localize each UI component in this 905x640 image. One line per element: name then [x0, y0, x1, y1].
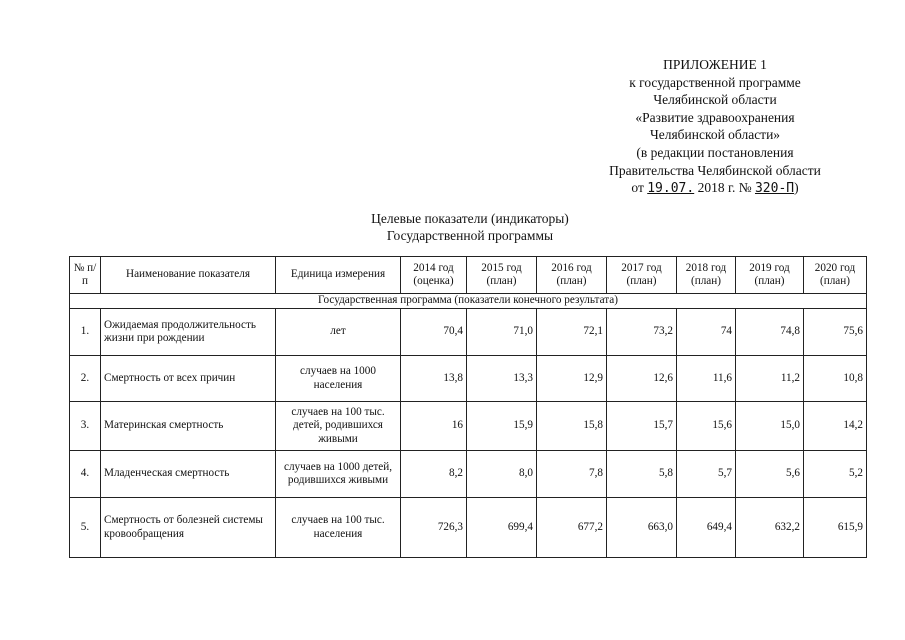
- value-2019: 632,2: [736, 498, 804, 558]
- row-num: 3.: [70, 402, 101, 451]
- value-2014: 13,8: [401, 356, 467, 402]
- value-2015: 8,0: [467, 451, 537, 498]
- appendix-line: Правительства Челябинской области: [609, 162, 821, 178]
- resolution-date-line: от 19.07. 2018 г. № 320-П): [631, 180, 799, 197]
- value-2015: 699,4: [467, 498, 537, 558]
- appendix-line: Челябинской области»: [649, 127, 781, 143]
- value-2017: 12,6: [607, 356, 677, 402]
- row-name: Смертность от болезней системы кровообращения: [101, 498, 276, 558]
- header-2019: 2019 год (план): [736, 257, 804, 294]
- document-title: [300, 210, 640, 244]
- row-num: 2.: [70, 356, 101, 402]
- appendix-line: к государственной программе: [629, 74, 801, 90]
- value-2020: 10,8: [804, 356, 867, 402]
- value-2019: 15,0: [736, 402, 804, 451]
- appendix-header: [560, 56, 870, 198]
- value-2015: 71,0: [467, 309, 537, 356]
- table-row: [70, 498, 867, 558]
- value-2015: 15,9: [467, 402, 537, 451]
- appendix-line: Челябинской области: [653, 92, 777, 108]
- value-2016: 7,8: [537, 451, 607, 498]
- value-2014: 16: [401, 402, 467, 451]
- header-name: Наименование показателя: [101, 257, 276, 294]
- section-row: [70, 294, 867, 309]
- header-2015: 2015 год (план): [467, 257, 537, 294]
- row-name: Смертность от всех причин: [101, 356, 276, 402]
- value-2017: 73,2: [607, 309, 677, 356]
- value-2014: 726,3: [401, 498, 467, 558]
- header-unit: Единица измерения: [276, 257, 401, 294]
- value-2018: 11,6: [677, 356, 736, 402]
- value-2016: 12,9: [537, 356, 607, 402]
- row-num: 5.: [70, 498, 101, 558]
- value-2017: 5,8: [607, 451, 677, 498]
- resolution-date: 19.07.: [647, 181, 695, 197]
- value-2020: 75,6: [804, 309, 867, 356]
- header-2014: 2014 год (оценка): [401, 257, 467, 294]
- header-num: № п/п: [70, 257, 101, 294]
- indicators-table: [69, 256, 867, 558]
- value-2015: 13,3: [467, 356, 537, 402]
- value-2017: 663,0: [607, 498, 677, 558]
- value-2019: 11,2: [736, 356, 804, 402]
- value-2018: 15,6: [677, 402, 736, 451]
- row-num: 1.: [70, 309, 101, 356]
- value-2020: 14,2: [804, 402, 867, 451]
- resolution-number: 320-П: [754, 181, 795, 197]
- section-title: Государственная программа (показатели конечного результата): [70, 294, 867, 309]
- value-2016: 677,2: [537, 498, 607, 558]
- row-unit: случаев на 100 тыс. детей, родившихся живыми: [276, 402, 401, 451]
- value-2016: 72,1: [537, 309, 607, 356]
- value-2018: 74: [677, 309, 736, 356]
- value-2020: 5,2: [804, 451, 867, 498]
- table-row: [70, 309, 867, 356]
- table-row: [70, 402, 867, 451]
- table-header-row: [70, 257, 867, 294]
- table-row: [70, 451, 867, 498]
- appendix-line: ПРИЛОЖЕНИЕ 1: [663, 57, 767, 72]
- value-2018: 649,4: [677, 498, 736, 558]
- header-2017: 2017 год (план): [607, 257, 677, 294]
- value-2014: 8,2: [401, 451, 467, 498]
- value-2019: 74,8: [736, 309, 804, 356]
- row-num: 4.: [70, 451, 101, 498]
- row-unit: случаев на 1000 населения: [276, 356, 401, 402]
- header-2016: 2016 год (план): [537, 257, 607, 294]
- value-2018: 5,7: [677, 451, 736, 498]
- value-2020: 615,9: [804, 498, 867, 558]
- value-2014: 70,4: [401, 309, 467, 356]
- header-2018: 2018 год (план): [677, 257, 736, 294]
- value-2017: 15,7: [607, 402, 677, 451]
- value-2016: 15,8: [537, 402, 607, 451]
- row-unit: случаев на 1000 детей, родившихся живыми: [276, 451, 401, 498]
- table-row: [70, 356, 867, 402]
- value-2019: 5,6: [736, 451, 804, 498]
- row-unit: случаев на 100 тыс. населения: [276, 498, 401, 558]
- title-line-1: Целевые показатели (индикаторы): [371, 211, 569, 226]
- header-2020: 2020 год (план): [804, 257, 867, 294]
- date-prefix: от: [631, 180, 644, 196]
- date-suffix: 2018 г. №: [697, 180, 752, 196]
- row-name: Младенческая смертность: [101, 451, 276, 498]
- title-line-2: Государственной программы: [386, 228, 554, 243]
- row-name: Ожидаемая продолжительность жизни при рождении: [101, 309, 276, 356]
- row-name: Материнская смертность: [101, 402, 276, 451]
- appendix-line: (в редакции постановления: [636, 144, 794, 160]
- row-unit: лет: [276, 309, 401, 356]
- appendix-line: «Развитие здравоохранения: [635, 109, 795, 125]
